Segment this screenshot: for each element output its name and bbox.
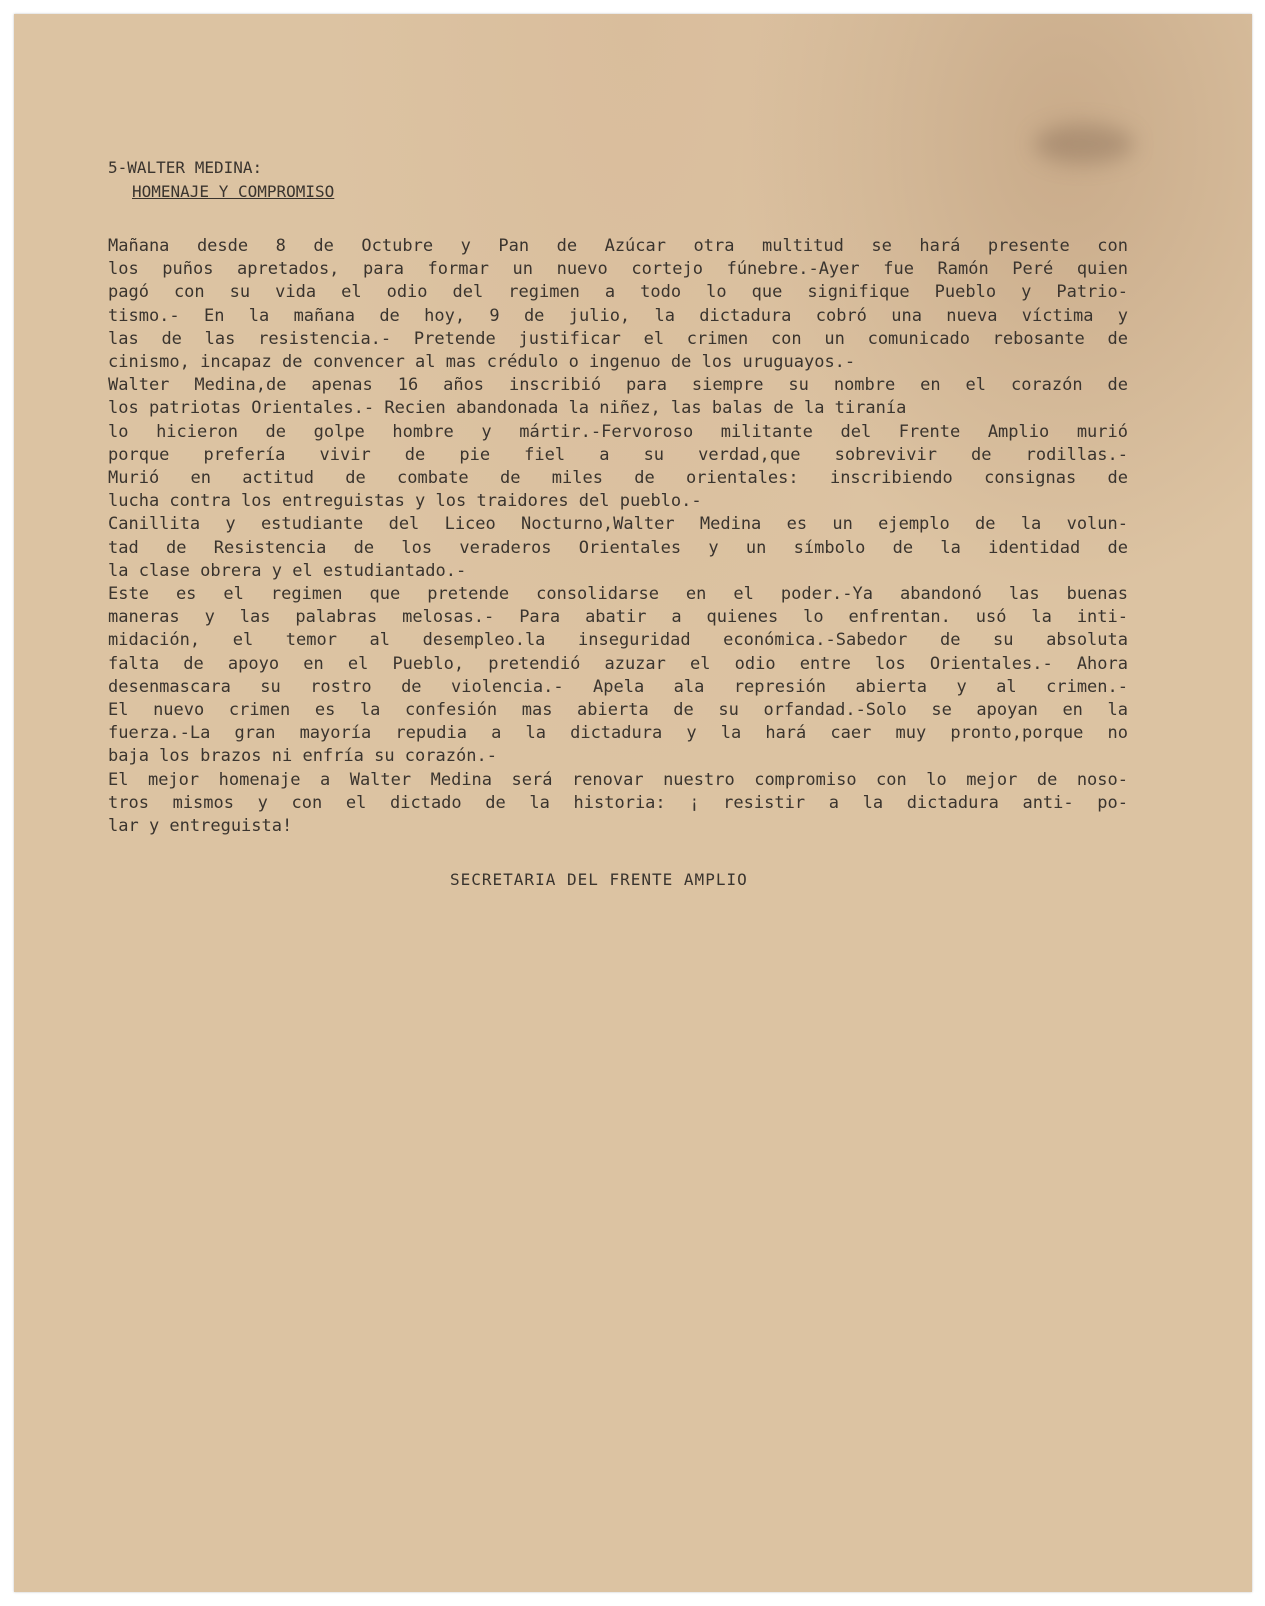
document-heading (108, 156, 334, 204)
body-line: lo hicieron de golpe hombre y mártir.-Fervoroso militante del Frente Amplio murió (108, 421, 1128, 442)
body-line: Este es el regimen que pretende consolidarse en el poder.-Ya abandonó las buenas (108, 584, 1128, 605)
body-line: Mañana desde 8 de Octubre y Pan de Azúcar otra multitud se hará presente con (108, 236, 1128, 256)
body-line: los puños apretados, para formar un nuevo cortejo fúnebre.-Ayer fue Ramón Peré quien (108, 259, 1128, 280)
document-body (108, 235, 1128, 838)
body-line: las de las resistencia.- Pretende justificar el crimen con un comunicado rebosante de (108, 328, 1128, 349)
body-line: los patriotas Orientales.- Recien abandonada la niñez, las balas de la tiranía (108, 398, 907, 419)
body-line: midación, el temor al desempleo.la inseguridad económica.-Sabedor de su absoluta (108, 630, 1128, 651)
body-line: falta de apoyo en el Pueblo, pretendió azuzar el odio entre los Orientales.- Ahora (108, 653, 1128, 674)
body-line: lar y entreguista! (108, 816, 293, 837)
body-line: Canillita y estudiante del Liceo Nocturno,Walter Medina es un ejemplo de la volun- (108, 514, 1128, 535)
body-line: baja los brazos ni enfría su corazón.- (108, 746, 497, 767)
body-line: fuerza.-La gran mayoría repudia a la dictadura y la hará caer muy pronto,porque no (108, 723, 1128, 744)
body-line: pagó con su vida el odio del regimen a todo lo que signifique Pueblo y Patrio- (108, 282, 1128, 303)
heading-title: 5-WALTER MEDINA: (108, 158, 263, 177)
body-line: El mejor homenaje a Walter Medina será renovar nuestro compromiso con lo mejor de noso- (108, 769, 1128, 790)
body-line: lucha contra los entreguistas y los traidores del pueblo.- (108, 491, 702, 512)
body-line: desenmascara su rostro de violencia.- Apela ala represión abierta y al crimen.- (108, 676, 1128, 697)
heading-subtitle: HOMENAJE Y COMPROMISO (132, 182, 335, 201)
body-line: la clase obrera y el estudiantado.- (108, 560, 467, 581)
body-line: Walter Medina,de apenas 16 años inscribió para siempre su nombre en el corazón de (108, 375, 1128, 396)
body-line: cinismo, incapaz de convencer al mas crédulo o ingenuo de los uruguayos.- (108, 352, 856, 373)
body-line: porque prefería vivir de pie fiel a su verdad,que sobrevivir de rodillas.- (108, 444, 1128, 465)
body-line: El nuevo crimen es la confesión mas abierta de su orfandad.-Solo se apoyan en la (108, 700, 1128, 721)
body-line: tismo.- En la mañana de hoy, 9 de julio, la dictadura cobró una nueva víctima y (108, 305, 1128, 326)
paper-stain (1034, 124, 1134, 164)
body-line: tros mismos y con el dictado de la historia: ¡ resistir a la dictadura anti- po- (108, 792, 1128, 813)
signature-line: SECRETARIA DEL FRENTE AMPLIO (450, 870, 748, 889)
body-line: maneras y las palabras melosas.- Para abatir a quienes lo enfrentan. usó la inti- (108, 607, 1128, 628)
body-line: tad de Resistencia de los veraderos Orientales y un símbolo de la identidad de (108, 537, 1128, 558)
body-line: Murió en actitud de combate de miles de orientales: inscribiendo consignas de (108, 468, 1128, 489)
